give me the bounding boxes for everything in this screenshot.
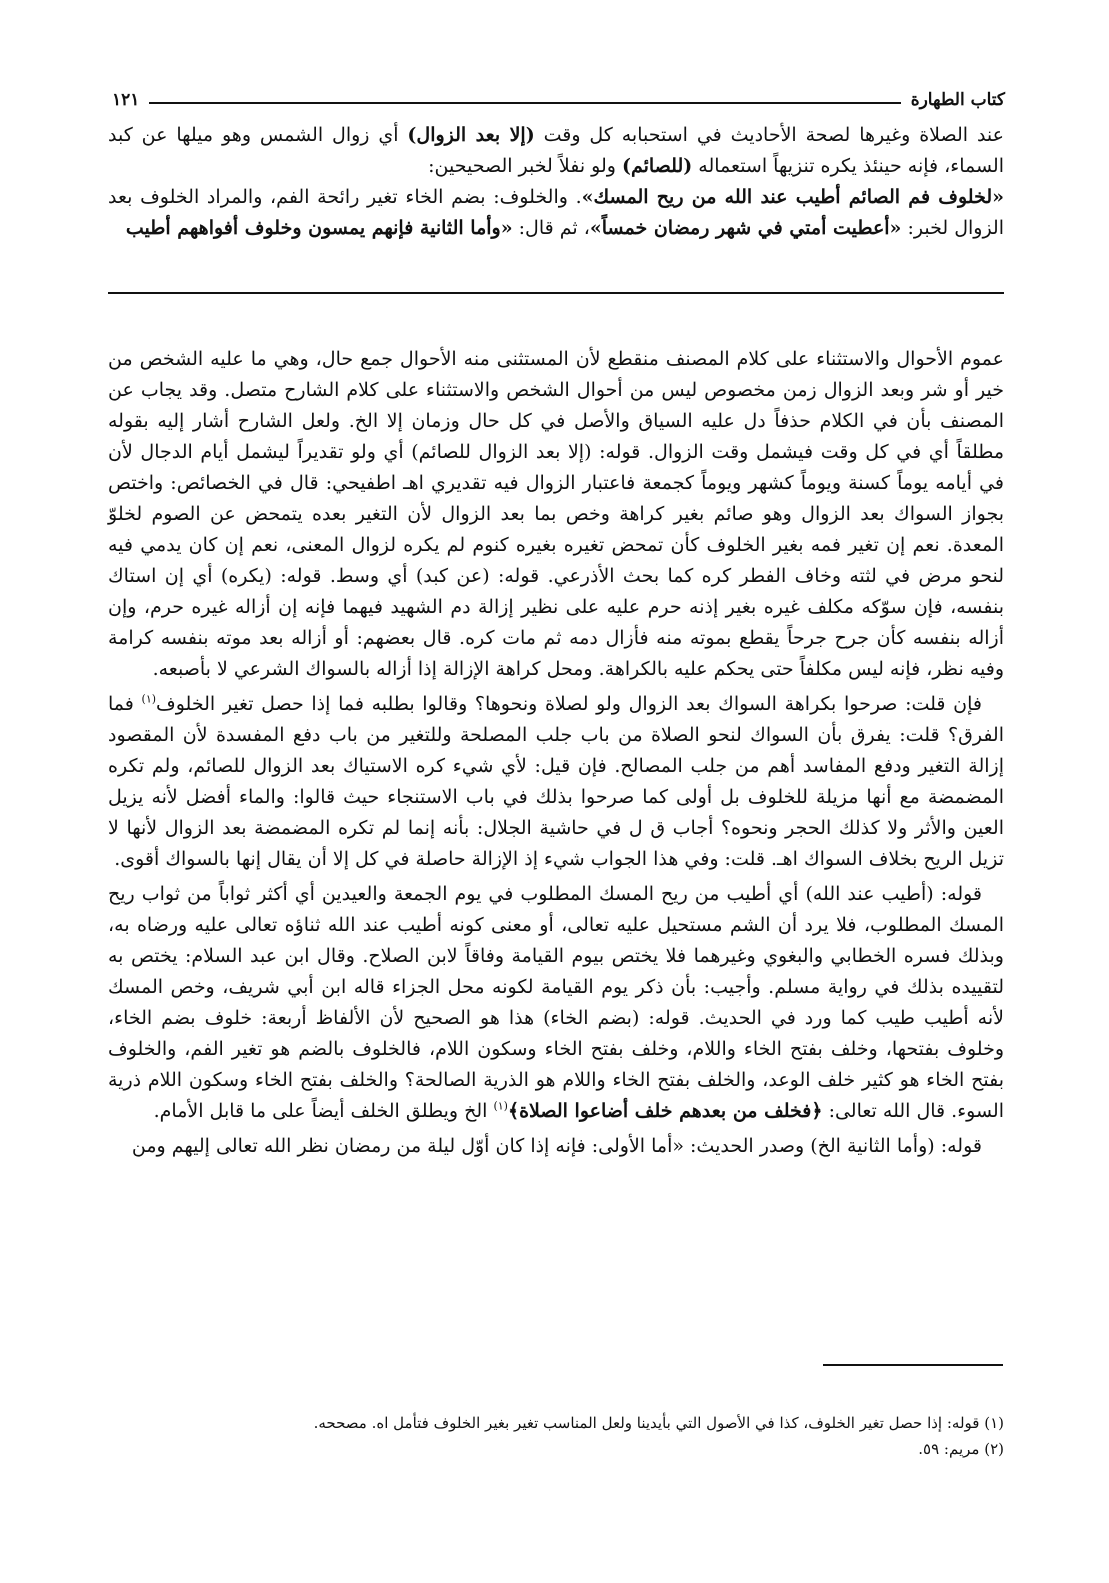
main-paragraph — [108, 182, 1004, 244]
bold-span: (إلا بعد الزوال) — [407, 124, 535, 146]
text-span: فإن قلت: صرحوا بكراهة السواك بعد الزوال ولو لصلاة ونحوها؟ وقالوا بطلبه فما إذا حصل تغير الخلوف — [156, 693, 982, 715]
text-span: ولو نفلاً لخبر الصحيحين: — [428, 155, 622, 177]
main-text — [108, 120, 1004, 244]
main-paragraph — [108, 120, 1004, 182]
book-title: كتاب الطهارة — [910, 90, 1005, 110]
quran-quote: ﴿فخلف من بعدهم خلف أضاعوا الصلاة﴾ — [507, 1100, 823, 1122]
commentary-paragraph: عموم الأحوال والاستثناء على كلام المصنف منقطع لأن المستثنى منه الأحوال جمع حال، وهي ما عليه الشخص من خير أو شر وبعد الزوال زمن مخصوص ليس من أحوال الشخص والاستثناء على كلام الشارح متصل. وقد يجاب عن المصنف بأن في الكلام حذفاً دل عليه السياق والأصل في كل حال وزمان إلا الخ. ولعل الشارح أشار إليه بقوله مطلقاً أي في كل وقت فيشمل وقت الزوال. قوله: (إلا بعد الزوال للصائم) أي ولو تقديراً ليشمل أيام الدجال لأن في أيامه يوماً كسنة ويوماً كشهر ويوماً كجمعة فاعتبار الزوال فيه تقديري اهـ اطفيحي: قال في الخصائص: واختص بجواز السواك بعد الزوال وهو صائم بغير كراهة وخص بما بعد الزوال لأن التغير بعده يتمحض عن الصوم لخلوّ المعدة. نعم إن تغير فمه بغير الخلوف كأن تمحض تغيره بغيره كنوم لم يكره لزوال المعنى، نعم إن كان يدمي فيه لنحو مرض في لثته وخاف الفطر كره كما بحث الأذرعي. قوله: (عن كبد) أي وسط. قوله: (يكره) أي إن استاك بنفسه، فإن سوّكه مكلف غيره بغير إذنه حرم عليه على نظير إزالة دم الشهيد فيهما فإنه إن أزاله غيره حرم، وإن أزاله بنفسه كأن جرح جرحاً يقطع بموته منه فأزال دمه ثم مات كره. قال بعضهم: أو أزاله بعد موته بنفسه كرامة وفيه نظر، فإنه ليس مكلفاً حتى يحكم عليه بالكراهة. ومحل كراهة الإزالة إذا أزاله بالسواك الشرعي لا بأصبعه. — [108, 348, 1005, 680]
footnote-rule — [823, 1364, 1003, 1366]
footnote-2: (٢) مريم: ٥٩. — [918, 1440, 1004, 1458]
footnotes — [108, 1410, 1004, 1462]
commentary-paragraph — [108, 879, 1004, 1127]
hadith-quote: «وأما الثانية فإنهم يمسون وخلوف أفواههم أطيب — [125, 217, 513, 239]
commentary — [108, 344, 1004, 1166]
separator-rule — [108, 292, 1004, 294]
footnote-1: (١) قوله: إذا حصل تغير الخلوف، كذا في الأصول التي بأيدينا ولعل المناسب تغير بغير الخلوف فتأمل اه. مصححه. — [313, 1414, 1004, 1432]
header-rule — [149, 102, 900, 104]
text-span: أي زوال الشمس وهو ميلها عن كبد السماء، فإنه حينئذ يكره تنزيهاً استعماله — [108, 124, 1004, 177]
text-span: الخ ويطلق الخلف أيضاً على ما قابل الأمام. — [153, 1100, 494, 1122]
text-span: فما الفرق؟ قلت: يفرق بأن السواك لنحو الصلاة من باب جلب المصلحة وللتغير من باب دفع المفسدة لأن المقصود إزالة التغير ودفع المفاسد أهم من جلب المصالح. فإن قيل: لأي شيء كره الاستياك بعد الزوال للصائم، ولم تكره المضمضة مع أنها مزيلة للخلوف بل أولى كما صرحوا بذلك في باب الاستنجاء حيث قالوا: والماء أفضل لأنه يزيل العين والأثر ولا كذلك الحجر ونحوه؟ أجاب ق ل في حاشية الجلال: بأنه إنما لم تكره المضمضة بعد الزوال لأنها لا تزيل الريح بخلاف السواك اهـ. قلت: وفي هذا الجواب شيء إذ الإزالة حاصلة في كل إلا أن يقال إنها بالسواك أقوى. — [108, 693, 1004, 870]
footnote-marker: (١) — [141, 692, 157, 706]
commentary-paragraph — [108, 689, 1004, 875]
page-header — [112, 86, 1005, 114]
commentary-paragraph: قوله: (وأما الثانية الخ) وصدر الحديث: «أما الأولى: فإنه إذا كان أوّل ليلة من رمضان نظر الله تعالى إليهم ومن — [131, 1135, 982, 1157]
text-span: . والخلوف: بضم الخاء تغير رائحة الفم، والمراد الخلوف بعد الزوال لخبر: — [108, 186, 1004, 239]
footnote-marker: (١) — [493, 1099, 508, 1113]
hadith-quote: «أعطيت أمتي في شهر رمضان خمساً» — [589, 217, 902, 239]
text-span: عند الصلاة وغيرها لصحة الأحاديث في استحبابه كل وقت — [534, 124, 1005, 146]
hadith-quote: «لخلوف فم الصائم أطيب عند الله من ريح المسك» — [581, 186, 1005, 208]
bold-span: (للصائم) — [621, 155, 693, 177]
text-span: قوله: (أطيب عند الله) أي أطيب من ريح المسك المطلوب في يوم الجمعة والعيدين أي أكثر ثواباً من ثواب ريح المسك المطلوب، فلا يرد أن الشم مستحيل عليه تعالى، أو معنى كونه أطيب عند الله ثناؤه تعالى عليه ورضاه به، وبذلك فسره الخطابي والبغوي وغيرهما فلا يختص بيوم القيامة وفاقاً لابن الصلاح. وقال ابن عبد السلام: يختص به لتقييده بذلك في رواية مسلم. وأجيب: بأن ذكر يوم القيامة لكونه محل الجزاء قاله ابن أبي شريف، وخص المسك لأنه أطيب طيب كما ورد في الحديث. قوله: (بضم الخاء) هذا هو الصحيح لأن الألفاظ أربعة: خلوف بضم الخاء، وخلوف بفتحها، وخلف بفتح الخاء واللام، وخلف بفتح الخاء وسكون اللام، فالخلوف بالضم هو تغير الفم، والخلوف بفتح الخاء هو كثير خلف الوعد، والخلف بفتح الخاء واللام هو الذرية الصالحة؟ والخلف بفتح الخاء وسكون اللام ذرية السوء. قال الله تعالى: — [108, 883, 1004, 1122]
page-number: ١٢١ — [112, 90, 140, 110]
text-span: ، ثم قال: — [512, 217, 590, 239]
